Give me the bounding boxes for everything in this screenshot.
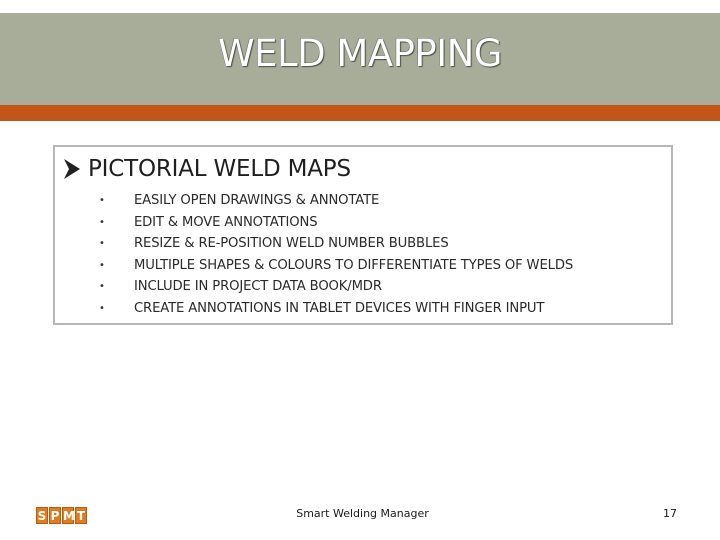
spmt-logo [36,507,88,524]
bullet-dot-icon: • [99,195,105,206]
list-item-text: INCLUDE IN PROJECT DATA BOOK/MDR [134,279,382,295]
logo-letter: S [37,509,47,523]
list-item-text: EDIT & MOVE ANNOTATIONS [134,214,318,230]
section-heading [62,153,351,185]
slide-title: WELD MAPPING [218,32,502,75]
list-item-text: RESIZE & RE-POSITION WELD NUMBER BUBBLES [134,236,449,252]
footer-text: Smart Welding Manager [296,507,429,520]
bullet-dot-icon: • [99,259,105,271]
section-heading-text: PICTORIAL WELD MAPS [88,156,351,182]
arrow-head-icon [62,157,84,181]
bullet-dot-icon: • [99,216,105,228]
content-box [53,145,673,325]
list-item-text: EASILY OPEN DRAWINGS & ANNOTATE [134,193,380,208]
logo-letter: P [50,509,60,523]
bullet-dot-icon: • [99,302,105,314]
logo-letter: M [63,509,75,523]
list-item-text: CREATE ANNOTATIONS IN TABLET DEVICES WITH FINGER INPUT [134,300,545,316]
bullet-dot-icon: • [99,281,105,293]
page-number: 17 [663,507,677,520]
list-item-text: MULTIPLE SHAPES & COLOURS TO DIFFERENTIATE TYPES OF WELDS [134,257,574,273]
bullet-dot-icon: • [99,238,105,250]
logo-letter: T [76,509,86,523]
accent-strip [0,105,720,121]
